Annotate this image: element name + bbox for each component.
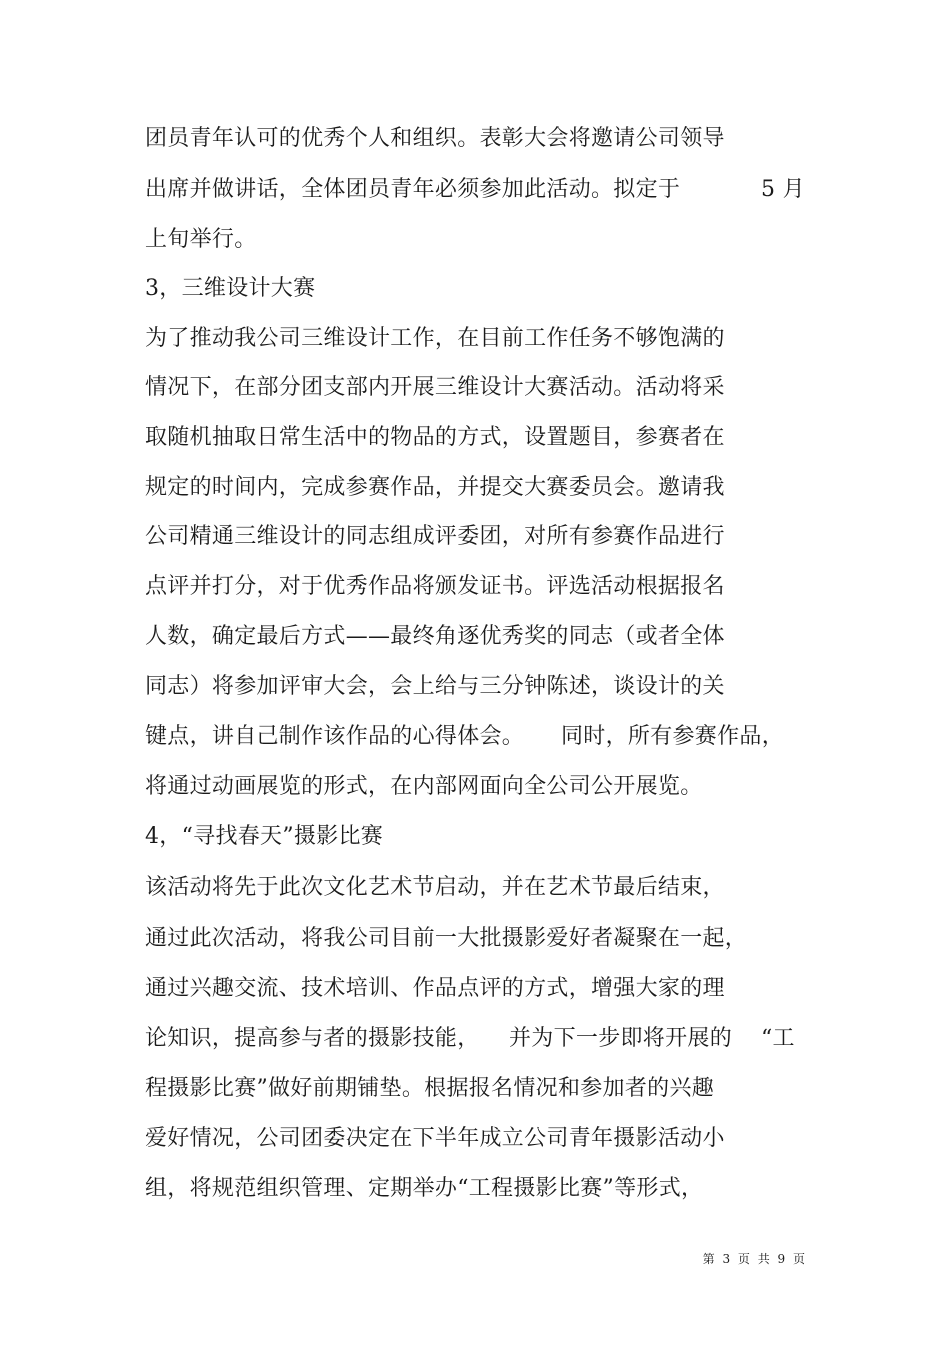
text-segment: 团员青年认可的优秀个人和组织。表彰大会将邀请公司领导 — [145, 126, 725, 151]
text-line — [145, 324, 725, 354]
text-segment: 上旬举行。 — [145, 227, 257, 252]
text-line — [145, 974, 725, 1004]
text-segment: 同志）将参加评审大会，会上给与三分钟陈述，谈设计的关 — [145, 674, 725, 699]
text-segment: 该活动将先于此次文化艺术节启动，并在艺术节最后结束， — [145, 875, 725, 900]
section-heading — [145, 822, 383, 852]
text-segment: 并为下一步即将开展的 — [509, 1026, 733, 1051]
text-segment: 将通过动画展览的形式，在内部网面向全公司公开展览。 — [145, 774, 703, 799]
text-segment: 键点，讲自己制作该作品的心得体会。 — [145, 724, 525, 749]
text-segment: 规定的时间内，完成参赛作品，并提交大赛委员会。邀请我 — [145, 475, 725, 500]
text-line — [145, 1074, 714, 1104]
text-line — [145, 423, 725, 453]
text-segment: 取随机抽取日常生活中的物品的方式，设置题目，参赛者在 — [145, 425, 725, 450]
text-segment: 出席并做讲话，全体团员青年必须参加此活动。拟定于 — [145, 177, 681, 202]
text-line — [145, 1174, 703, 1204]
text-segment: 同时，所有参赛作品， — [561, 724, 785, 749]
text-segment: 5 月 — [761, 177, 805, 202]
text-line — [145, 473, 725, 503]
text-segment: 通过兴趣交流、技术培训、作品点评的方式，增强大家的理 — [145, 976, 725, 1001]
text-line — [145, 672, 725, 702]
text-line — [145, 124, 725, 154]
text-segment: 人数，确定最后方式——最终角逐优秀奖的同志（或者全体 — [145, 624, 725, 649]
text-line — [145, 722, 805, 752]
text-line — [145, 175, 805, 205]
text-segment: 4，“寻找春天”摄影比赛 — [145, 824, 384, 849]
text-line — [145, 622, 725, 652]
text-segment: 情况下，在部分团支部内开展三维设计大赛活动。活动将采 — [145, 375, 725, 400]
section-heading — [145, 274, 315, 304]
text-segment: 3，三维设计大赛 — [145, 276, 316, 301]
text-line — [145, 772, 703, 802]
text-line — [145, 373, 725, 403]
text-segment: 公司精通三维设计的同志组成评委团，对所有参赛作品进行 — [145, 524, 725, 549]
text-line — [145, 924, 747, 954]
page-number: 第 3 页 共 9 页 — [702, 1252, 807, 1266]
text-line — [145, 873, 725, 903]
text-segment: 论知识，提高参与者的摄影技能， — [145, 1026, 480, 1051]
text-segment: 通过此次活动，将我公司目前一大批摄影爱好者凝聚在一起， — [145, 926, 748, 951]
text-segment: “工 — [761, 1026, 795, 1051]
text-segment: 爱好情况，公司团委决定在下半年成立公司青年摄影活动小 — [145, 1126, 725, 1151]
text-segment: 为了推动我公司三维设计工作，在目前工作任务不够饱满的 — [145, 326, 725, 351]
text-segment: 程摄影比赛”做好前期铺垫。根据报名情况和参加者的兴趣 — [145, 1076, 715, 1101]
text-line — [145, 225, 257, 255]
text-line — [145, 522, 725, 552]
text-segment: 点评并打分，对于优秀作品将颁发证书。评选活动根据报名 — [145, 574, 725, 599]
text-segment: 组，将规范组织管理、定期举办“工程摄影比赛”等形式， — [145, 1176, 704, 1201]
text-line — [145, 1124, 725, 1154]
text-line — [145, 1024, 805, 1054]
text-line — [145, 572, 725, 602]
